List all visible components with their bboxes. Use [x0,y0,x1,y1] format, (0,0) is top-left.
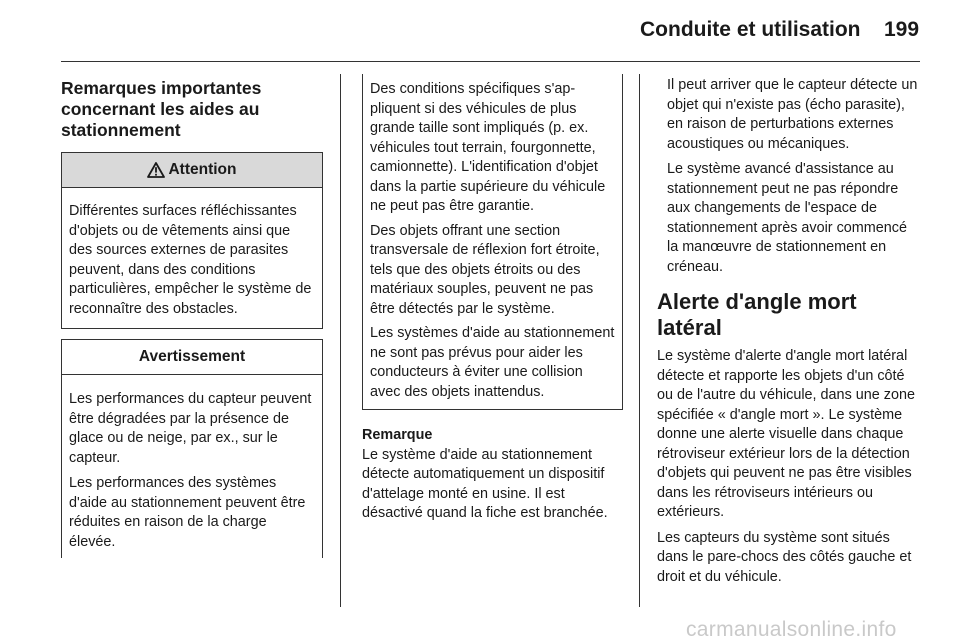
header-rule [61,61,920,62]
remark-text: Le système d'aide au stationnement détecte automatiquement un dispositif d'attelage monté en usine. Il est désactivé quand la fiche est branchée. [362,446,608,521]
column-divider [639,74,640,607]
blind-spot-heading: Alerte d'angle mort latéral [657,289,857,340]
page-number: 199 [884,18,920,41]
warning-triangle-icon [147,162,165,178]
warning-title: Avertissement [138,348,246,365]
remark-title: Remarque [362,427,433,443]
warning-paragraph: Les performances des systèmes d'aide au stationnement peuvent être réduites en raison de la charge élevée. [69,475,306,550]
right-paragraph: Les capteurs du système sont situés dans le pare-chocs des côtés gauche et droit et du véhicule. [657,529,912,585]
middle-box-paragraph: Les systèmes d'aide au stationnement ne sont pas prévus pour aider les conducteurs à éviter une collision avec des objets inattendus. [370,325,615,400]
watermark: carmanualsonline.info [686,618,897,641]
remark [362,426,623,524]
attention-text: Différentes surfaces réfléchissantes d'objets ou de vêtements ainsi que des sources externes de parasites peuvent, dans des conditions particulières, empêcher le système de reconnaître des obstacles. [69,203,312,317]
middle-column [362,74,623,524]
attention-box [61,152,323,329]
middle-box-paragraph: Des conditions spécifiques s'appliquent si des véhicules de plus grande taille sont impliqués (p. ex. véhicules tout terrain, fourgonnette, camionnette). L'identification d'objet dans la partie supérieure du véhicule ne peut pas être garantie. [370,81,606,214]
page-header-title: Conduite et utilisation [640,18,861,41]
right-indent-paragraph: Le système avancé d'assistance au stationnement peut ne pas répondre aux changements de l'espace de stationnement après avoir commencé la manœuvre de stationnement en créneau. [667,161,907,275]
right-column [657,76,922,593]
warning-paragraph: Les performances du capteur peuvent être dégradées par la présence de glace ou de neige, par ex., sur le capteur. [69,391,312,466]
left-column [61,78,323,558]
attention-title: Attention [168,161,237,178]
right-paragraph: Le système d'alerte d'angle mort latéral détecte et rapporte les objets d'un côté ou de l'autre du véhicule, dans une zone spécifiée « d'angle mort ». Le système donne une alerte visuelle dans chaque rétroviseur extérieur lors de la détection d'objets qui peuvent ne pas être visibles dans les rétroviseurs intérieurs ou extérieurs. [657,348,915,520]
middle-box-paragraph: Des objets offrant une section transversale de réflexion fort étroite, tels que des objets étroits ou des matériaux souples, peuvent ne pas être détectés par le système. [370,222,600,317]
warning-box [61,339,323,558]
middle-box [362,74,623,410]
section-title: Remarques importantes concernant les aides au stationnement [61,78,262,140]
warning-box-header [62,340,322,375]
attention-box-header [62,153,322,188]
column-divider [340,74,341,607]
right-indent-paragraph: Il peut arriver que le capteur détecte un objet qui n'existe pas (écho parasite), en raison de perturbations externes acoustiques ou mécaniques. [667,77,918,152]
